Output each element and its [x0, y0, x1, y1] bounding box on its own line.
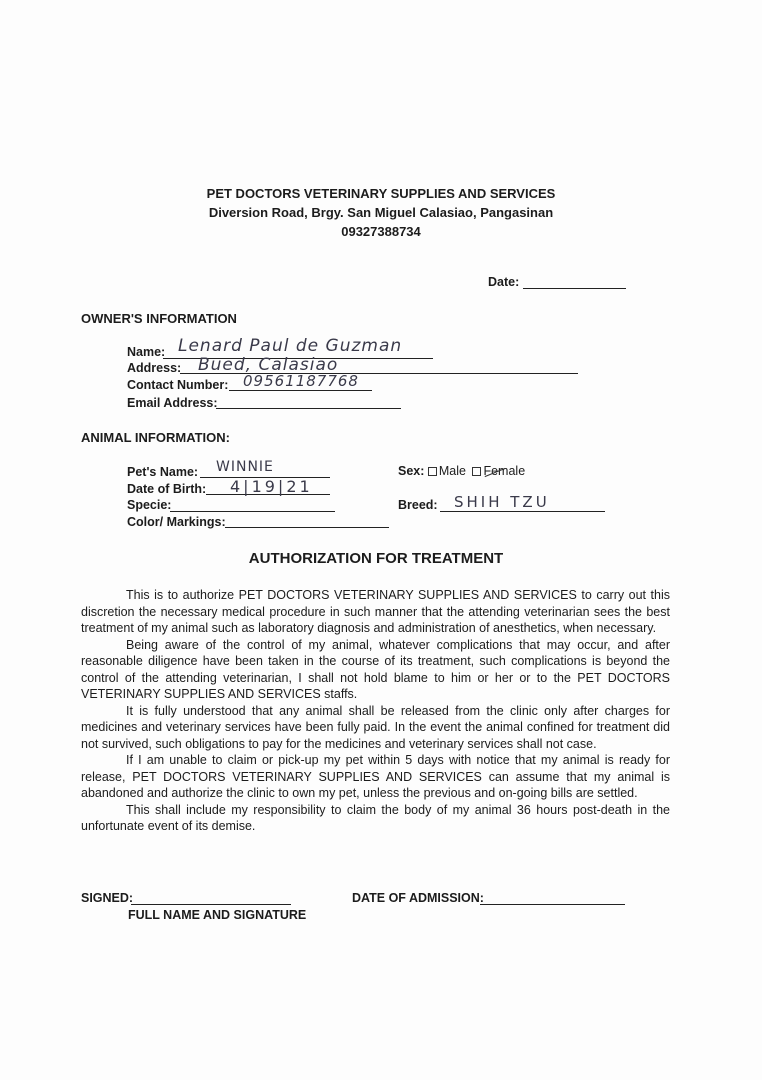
email-field[interactable] — [216, 408, 401, 409]
authorization-paragraph: Being aware of the control of my animal, whatever complications that may occur, and after reasonable diligence have been taken in the course of its treatment, such complications is beyond the control of the attending veterinarian, I shall not hold blame to him or her or to the PET DOCTORS VETERINARY SUPPLIES AND SERVICES staffs. — [81, 637, 670, 701]
specie-field[interactable] — [170, 511, 335, 512]
authorization-paragraph: This shall include my responsibility to claim the body of my animal 36 hours post-death in the unfortunate event of its demise. — [81, 802, 670, 833]
color-markings-label: Color/ Markings: — [127, 515, 226, 529]
signed-label: SIGNED: — [81, 891, 134, 905]
male-option-label: Male — [438, 464, 466, 478]
color-markings-field[interactable] — [225, 527, 389, 528]
date-label: Date: — [488, 275, 520, 289]
authorization-paragraph: If I am unable to claim or pick-up my pet within 5 days with notice that my animal is ready for release, PET DOCTORS VETERINARY SUPPLIES AND SERVICES can assume that my animal is abandoned and authorize the clinic to own my pet, unless the previous and on-going bills are settled. — [81, 753, 670, 800]
signature-field[interactable] — [131, 904, 291, 905]
admission-date-field[interactable] — [480, 904, 625, 905]
owner-address-value: Bued, Calasiao — [198, 355, 339, 375]
owner-name-value: Lenard Paul de Guzman — [178, 336, 403, 356]
email-label: Email Address: — [127, 396, 218, 410]
female-option-label: Female — [483, 464, 526, 478]
owner-address-label: Address: — [127, 361, 182, 375]
authorization-paragraph: It is fully understood that any animal shall be released from the clinic only after charges for medicines and veterinary services have been fully paid. In the event the animal confined for treatment did not survived, such obligations to pay for the medicines and veterinary services shall not case. — [81, 703, 670, 751]
authorization-text — [81, 587, 670, 835]
authorization-title: AUTHORIZATION FOR TREATMENT — [248, 550, 504, 567]
pet-name-label: Pet's Name: — [127, 465, 199, 479]
pet-name-value: WINNIE — [216, 459, 274, 475]
company-address: Diversion Road, Brgy. San Miguel Calasiao, Pangasinan — [208, 205, 554, 220]
contact-number-label: Contact Number: — [127, 378, 229, 392]
company-phone: 09327388734 — [341, 224, 421, 239]
sex-field — [398, 464, 525, 478]
dob-label: Date of Birth: — [127, 482, 207, 496]
breed-label: Breed: — [398, 498, 438, 512]
authorization-paragraph: This is to authorize PET DOCTORS VETERINARY SUPPLIES AND SERVICES to carry out this discretion the necessary medical procedure in such manner that the attending veterinarian sees the best treatment of my animal such as laboratory diagnosis and administration of anesthetics, when necessary. — [81, 588, 670, 635]
breed-field[interactable] — [440, 511, 605, 512]
specie-label: Specie: — [127, 498, 172, 512]
admission-date-label: DATE OF ADMISSION: — [352, 891, 484, 905]
company-name: PET DOCTORS VETERINARY SUPPLIES AND SERVICES — [206, 186, 556, 201]
date-field[interactable] — [523, 288, 626, 289]
sex-label: Sex: — [398, 464, 425, 478]
breed-value: SHIH TZU — [454, 493, 550, 511]
owner-name-label: Name: — [127, 345, 166, 359]
owner-section-title: OWNER'S INFORMATION — [81, 311, 237, 326]
animal-section-title: ANIMAL INFORMATION: — [81, 430, 230, 445]
male-checkbox[interactable] — [428, 467, 437, 476]
contact-number-value: 09561187768 — [243, 372, 359, 390]
female-checkbox[interactable] — [472, 467, 481, 476]
dob-value: 4|19|21 — [230, 477, 313, 496]
contact-number-field[interactable] — [229, 390, 372, 391]
signature-caption: FULL NAME AND SIGNATURE — [128, 908, 307, 922]
